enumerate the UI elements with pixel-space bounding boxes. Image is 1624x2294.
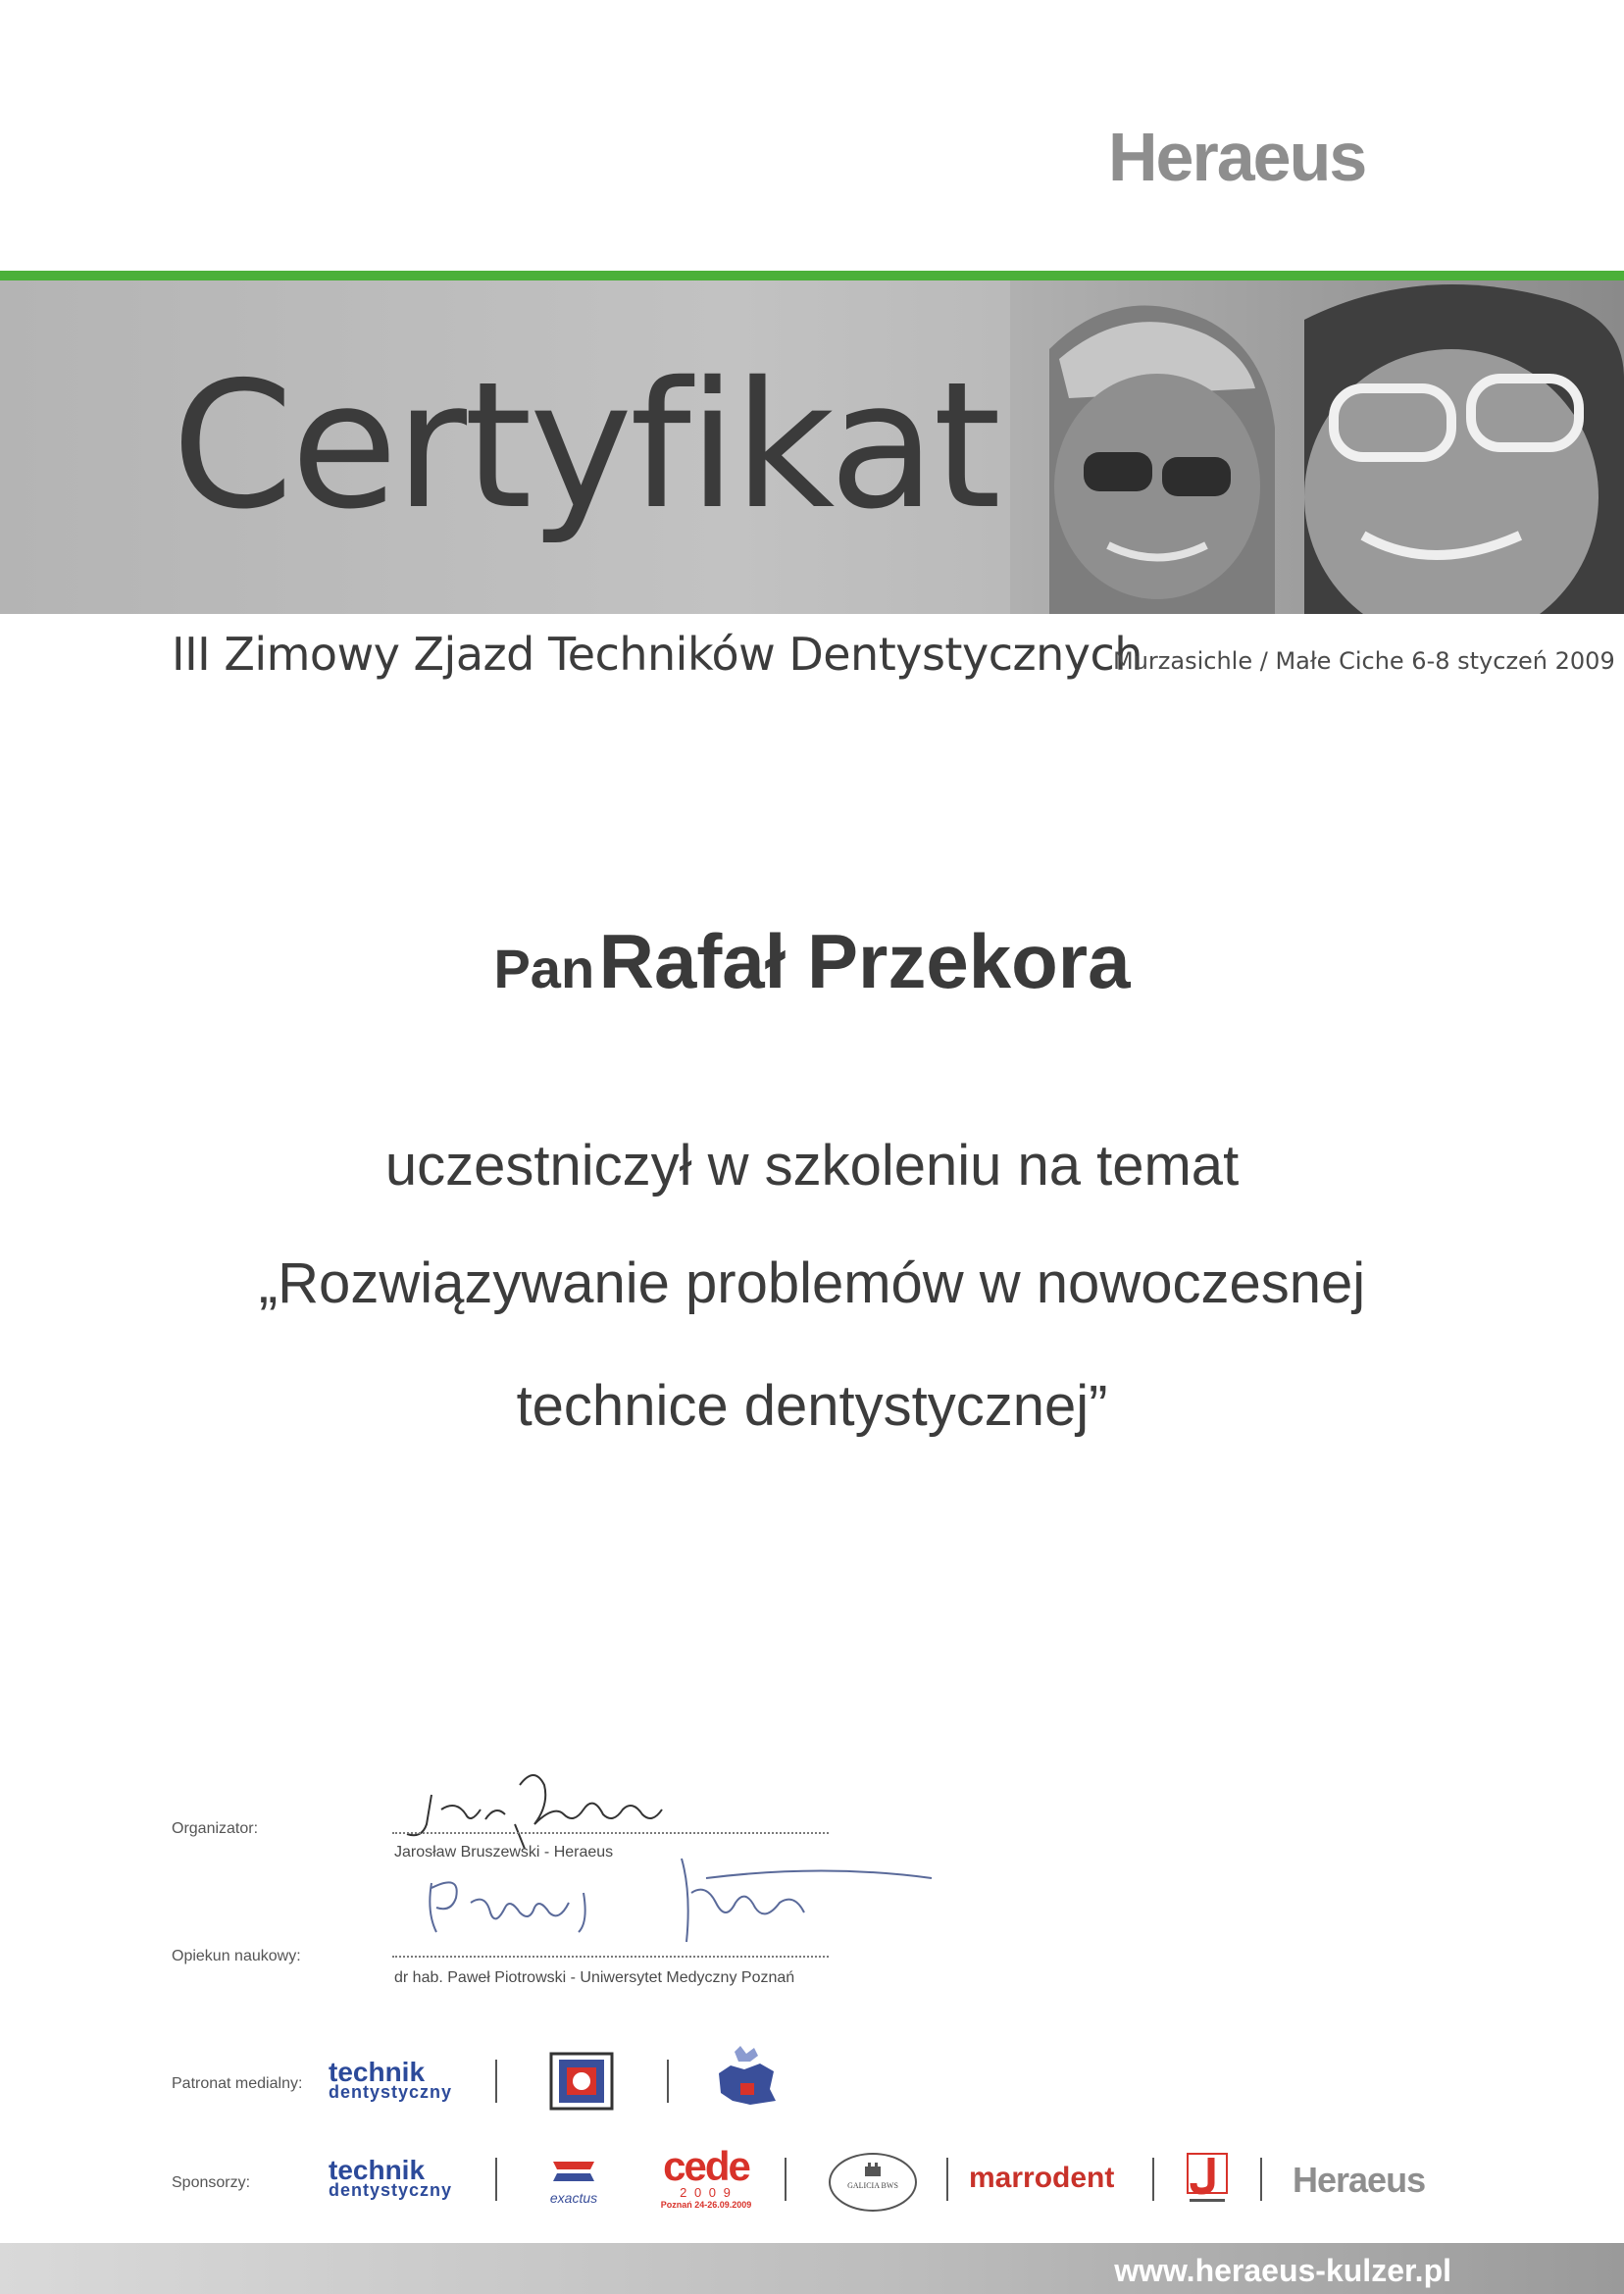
supervisor-name <box>394 1969 794 1987</box>
sponsor-separator-2 <box>785 2158 787 2201</box>
body-line-2: „Rozwiązywanie problemów w nowoczesnej <box>258 1251 1366 1315</box>
supervisor-line <box>392 1956 829 1958</box>
organizer-label: Organizator: <box>172 1820 259 1837</box>
sponsor-cede-logo <box>647 2143 765 2210</box>
body-line-1: uczestniczył w szkoleniu na temat <box>384 1134 1240 1198</box>
patronage-technik-word: technik <box>329 2057 426 2087</box>
sponsor-separator-1 <box>495 2158 497 2201</box>
galicia-word: GALICIA BWS <box>847 2181 898 2190</box>
recipient-name: Rafał Przekora <box>598 918 1131 1004</box>
supervisor-signature <box>412 1854 941 1962</box>
certificate-title: Certyfikat <box>172 344 999 547</box>
patronage-poland-map-logo <box>711 2044 782 2109</box>
sponsors-label: Sponsorzy: <box>172 2174 251 2191</box>
green-stripe <box>0 271 1624 280</box>
supervisor-label: Opiekun naukowy: <box>172 1948 301 1964</box>
sponsor-separator-4 <box>1152 2158 1154 2201</box>
sponsor-dentystyczny-word: dentystyczny <box>329 2180 453 2201</box>
sponsor-separator-3 <box>946 2158 948 2201</box>
supervisor-affiliation: - Uniwersytet Medyczny Poznań <box>566 1969 795 1986</box>
sponsor-exactus-logo <box>544 2158 603 2206</box>
organizer-signature <box>387 1765 731 1854</box>
cede-subline: Poznań 24-26.09.2009 <box>660 2199 752 2210</box>
sponsor-technik-word: technik <box>329 2155 426 2185</box>
banner <box>0 280 1624 614</box>
sponsor-separator-5 <box>1260 2158 1262 2201</box>
castle-icon <box>863 2161 883 2176</box>
footer-url[interactable]: www.heraeus-kulzer.pl <box>1114 2253 1451 2288</box>
exactus-word: exactus <box>549 2190 598 2206</box>
organizer-name: Jarosław Bruszewski - Heraeus <box>394 1844 614 1861</box>
patronage-emblem-logo <box>549 2052 614 2111</box>
patronage-technik-logo <box>329 2057 453 2103</box>
sponsor-heraeus-logo: Heraeus <box>1293 2160 1426 2200</box>
cede-year: 2 0 0 9 <box>680 2184 733 2200</box>
sponsor-marrodent-logo: marrodent <box>969 2162 1115 2194</box>
patronage-separator-1 <box>495 2060 497 2103</box>
patronage-dentystyczny-word: dentystyczny <box>329 2082 453 2103</box>
event-place-date: Murzasichle / Małe Ciche 6-8 styczeń 2009 <box>1113 647 1615 675</box>
event-name: III Zimowy Zjazd Techników Dentystycznych <box>172 628 1142 681</box>
patronage-separator-2 <box>667 2060 669 2103</box>
body-line-3: technice dentystycznej” <box>516 1374 1108 1438</box>
organizer-line <box>392 1832 829 1834</box>
banner-photo <box>1010 280 1624 614</box>
recipient-title: Pan <box>493 938 595 999</box>
cede-word: cede <box>663 2143 749 2189</box>
supervisor-title-name: dr hab. Paweł Piotrowski <box>394 1969 567 1986</box>
recipient <box>0 917 1624 1006</box>
sponsor-j-logo <box>1182 2150 1233 2207</box>
heraeus-logo: Heraeus <box>1108 119 1366 195</box>
patronage-label: Patronat medialny: <box>172 2075 303 2092</box>
sponsor-galicia-logo <box>829 2153 917 2212</box>
sponsor-technik-logo <box>329 2155 453 2201</box>
exactus-mark-icon <box>549 2158 598 2185</box>
